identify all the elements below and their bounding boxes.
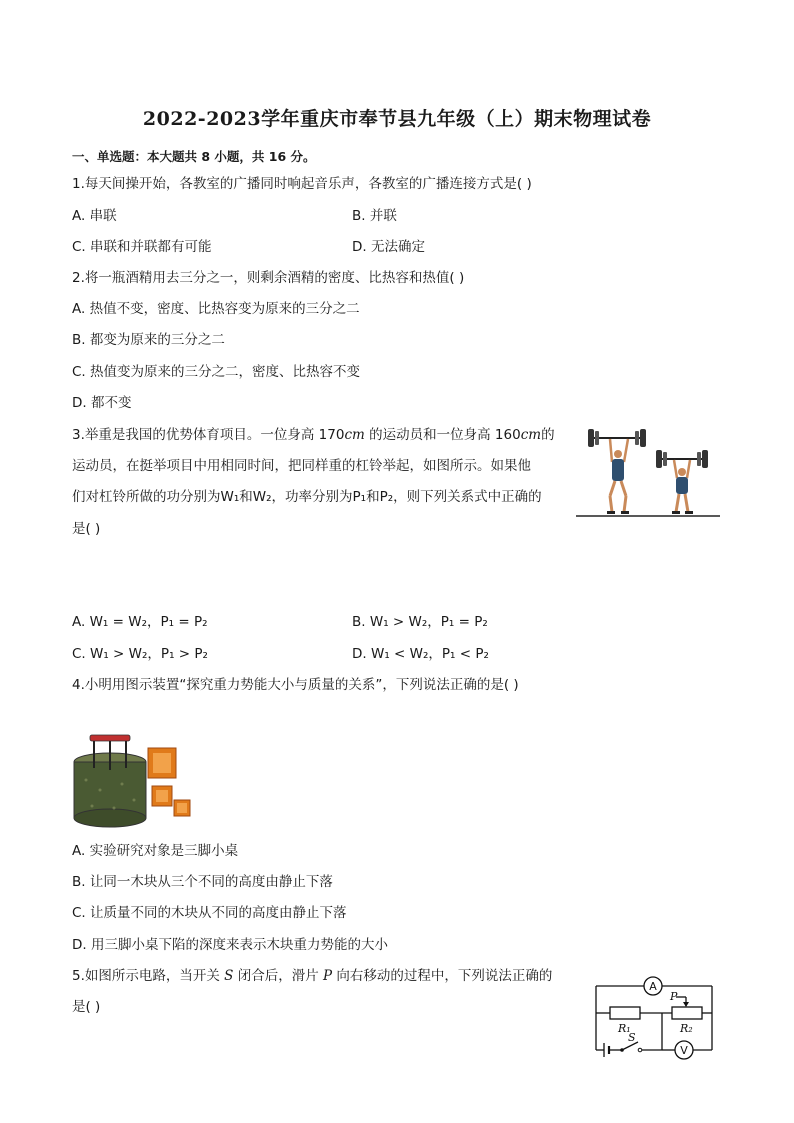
page-title: 2022-2023学年重庆市奉节县九年级（上）期末物理试卷 xyxy=(142,108,652,130)
q1-option-a: A. 串联 xyxy=(72,208,117,224)
q1-option-b: B. 并联 xyxy=(352,208,397,224)
q2-option-b: B. 都变为原来的三分之二 xyxy=(72,332,225,348)
voltmeter-label: V xyxy=(680,1044,688,1057)
q4-option-c: C. 让质量不同的木块从不同的高度由静止下落 xyxy=(72,905,347,921)
q3-option-a: A. W₁ = W₂，P₁ = P₂ xyxy=(72,614,208,630)
q1-option-d: D. 无法确定 xyxy=(352,239,425,255)
sand-table-figure xyxy=(70,730,196,830)
weightlifter-2 xyxy=(656,450,708,514)
q3-stem-line1: 3.举重是我国的优势体育项目。一位身高 170cm 的运动员和一位身高 160cm的 xyxy=(72,427,555,443)
switch-label: S xyxy=(628,1031,636,1044)
q1-option-c: C. 串联和并联都有可能 xyxy=(72,239,212,255)
q3-option-c: C. W₁ > W₂，P₁ > P₂ xyxy=(72,646,208,662)
slider-label: P xyxy=(670,990,678,1003)
q3-option-d: D. W₁ < W₂，P₁ < P₂ xyxy=(352,646,489,662)
q4-option-a: A. 实验研究对象是三脚小桌 xyxy=(72,843,239,859)
q4-stem: 4.小明用图示装置“探究重力势能大小与质量的关系”，下列说法正确的是( ) xyxy=(72,677,519,693)
q4-option-d: D. 用三脚小桌下陷的深度来表示木块重力势能的大小 xyxy=(72,937,388,953)
q2-option-c: C. 热值变为原来的三分之二，密度、比热容不变 xyxy=(72,364,361,380)
r2-label: R₂ xyxy=(680,1022,693,1035)
q5-stem-line2: 是( ) xyxy=(72,999,101,1015)
q3-option-b: B. W₁ > W₂，P₁ = P₂ xyxy=(352,614,488,630)
q3-stem-line2: 运动员，在挺举项目中用相同时间，把同样重的杠铃举起，如图所示。如果他 xyxy=(72,458,531,474)
q3-stem-line3: 们对杠铃所做的功分别为W₁和W₂，功率分别为P₁和P₂，则下列关系式中正确的 xyxy=(72,489,542,505)
q2-stem: 2.将一瓶酒精用去三分之一，则剩余酒精的密度、比热容和热值( ) xyxy=(72,270,465,286)
q5-stem-line1: 5.如图所示电路，当开关 S 闭合后，滑片 P 向右移动的过程中，下列说法正确的 xyxy=(72,968,553,984)
section-heading: 一、单选题：本大题共 8 小题，共 16 分。 xyxy=(72,149,316,164)
q1-stem: 1.每天间操开始，各教室的广播同时响起音乐声，各教室的广播连接方式是( ) xyxy=(72,176,532,192)
q2-option-d: D. 都不变 xyxy=(72,395,132,411)
ammeter-label: A xyxy=(649,980,657,993)
q2-option-a: A. 热值不变，密度、比热容变为原来的三分之二 xyxy=(72,301,360,317)
q3-stem-line4: 是( ) xyxy=(72,521,101,537)
r1-label: R₁ xyxy=(618,1022,631,1035)
weightlifters-figure xyxy=(574,422,722,522)
circuit-diagram xyxy=(588,964,720,1064)
weightlifter-1 xyxy=(588,429,646,514)
q4-option-b: B. 让同一木块从三个不同的高度由静止下落 xyxy=(72,874,333,890)
